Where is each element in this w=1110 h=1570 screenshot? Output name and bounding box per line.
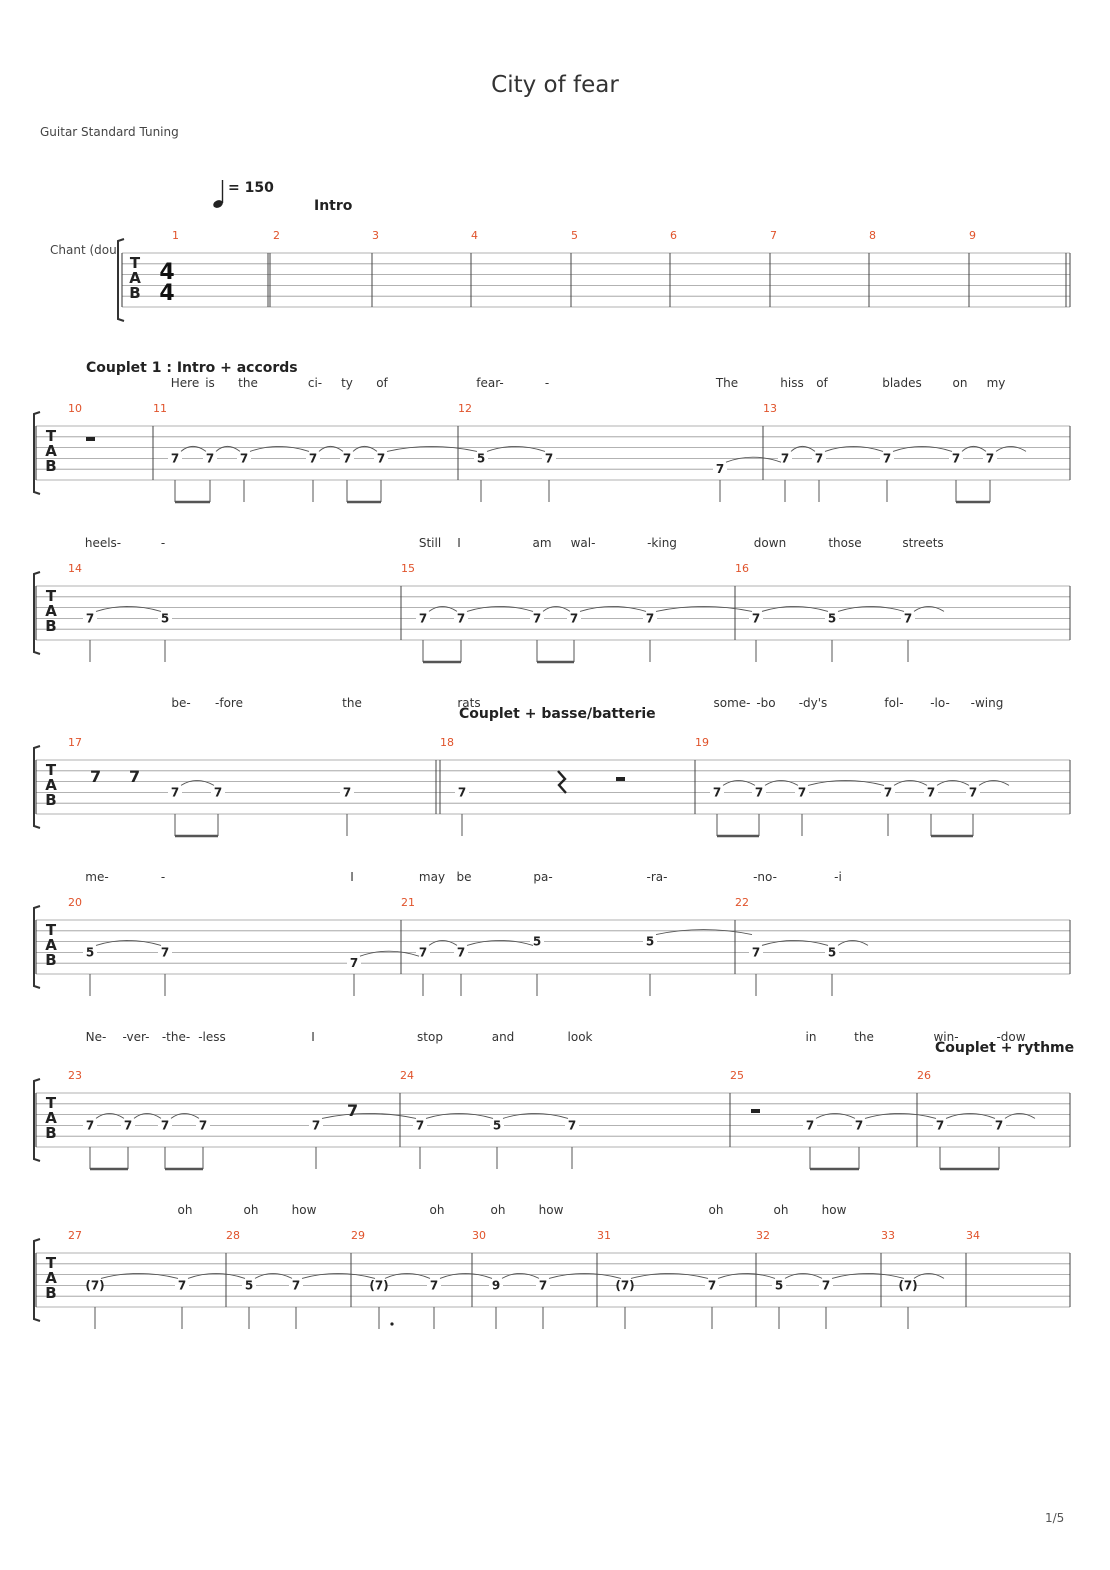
system-bracket (34, 1239, 40, 1321)
fret-number: 7 (85, 611, 95, 626)
fret-number: 7 (213, 785, 223, 800)
measure-number: 2 (273, 229, 280, 242)
system-bracket (118, 239, 124, 321)
measure-number: 21 (401, 896, 415, 909)
tab-clef-letter: A (45, 602, 57, 620)
fret-number: 5 (244, 1278, 254, 1293)
fret-number: 7 (715, 462, 725, 477)
tab-clef-letter: B (45, 951, 57, 969)
tab-clef-letter: A (45, 1269, 57, 1287)
lyric-syllable: in (805, 1030, 817, 1044)
tie-arc (385, 1273, 430, 1278)
tab-clef-letter: B (45, 791, 57, 809)
tempo-marking: = 150 (228, 180, 274, 196)
lyric-syllable: some- (713, 696, 751, 710)
tie-arc (838, 940, 868, 945)
tie-arc (255, 1273, 292, 1278)
lyric-syllable: on (952, 376, 968, 390)
lyric-syllable: - (160, 536, 166, 550)
tie-arc (322, 1113, 416, 1118)
tie-arc (543, 606, 570, 611)
section-couplet-basse: Couplet + basse/batterie (459, 706, 656, 722)
tie-arc (762, 606, 828, 611)
fret-number: 7 (882, 451, 892, 466)
lyric-syllable: oh (177, 1203, 193, 1217)
lyric-syllable: down (753, 536, 787, 550)
measure-number: 24 (400, 1069, 414, 1082)
tie-arc (360, 951, 419, 956)
tie-arc (353, 446, 377, 451)
measure-number: 11 (153, 402, 167, 415)
tie-arc (426, 1113, 493, 1118)
measure-number: 10 (68, 402, 82, 415)
lyric-syllable: of (376, 376, 388, 390)
half-rest-icon (86, 437, 95, 441)
tie-arc (549, 1273, 621, 1278)
measure-number: 34 (966, 1229, 980, 1242)
fret-number: 7 (951, 451, 961, 466)
fret-number: 7 (707, 1278, 717, 1293)
lyric-syllable: hiss (780, 376, 804, 390)
tie-arc (96, 940, 161, 945)
fret-number: 7 (123, 1118, 133, 1133)
tab-clef-letter: B (129, 284, 141, 302)
measure-number: 9 (969, 229, 976, 242)
tie-arc (171, 1113, 199, 1118)
tie-arc (134, 1113, 161, 1118)
lyric-syllable: - (160, 870, 166, 884)
fret-number: 7 (935, 1118, 945, 1133)
fret-number: 7 (311, 1118, 321, 1133)
tie-arc (946, 1113, 995, 1118)
eighth-rest-icon: 7 (90, 767, 102, 786)
tie-arc (816, 1113, 855, 1118)
system-bracket (34, 906, 40, 988)
tab-clef-letter: T (129, 254, 141, 272)
tie-arc (181, 446, 206, 451)
lyric-syllable: how (291, 1203, 317, 1217)
lyric-syllable: Ne- (85, 1030, 107, 1044)
fret-number: 7 (85, 1118, 95, 1133)
lyric-syllable: -dow (996, 1030, 1026, 1044)
lyric-syllable: rats (457, 696, 481, 710)
tab-clef-letter: T (45, 921, 57, 939)
fret-number: 7 (342, 451, 352, 466)
fret-number: 7 (797, 785, 807, 800)
section-couplet-rythme: Couplet + rythme (935, 1040, 1075, 1056)
tie-arc (762, 940, 828, 945)
fret-number: (7) (85, 1278, 105, 1293)
fret-number: 7 (308, 451, 318, 466)
fret-number: 7 (712, 785, 722, 800)
lyric-syllable: ty (341, 376, 353, 390)
lyric-syllable: Here (170, 376, 200, 390)
tie-arc (467, 606, 533, 611)
fret-number: 7 (805, 1118, 815, 1133)
tie-arc (429, 940, 457, 945)
fret-number: 5 (645, 934, 655, 949)
fret-number: 7 (376, 451, 386, 466)
fret-number: 7 (456, 611, 466, 626)
lyric-syllable: the (238, 376, 258, 390)
fret-number: 7 (160, 945, 170, 960)
fret-number: 7 (751, 945, 761, 960)
section-intro: Intro (314, 198, 353, 214)
lyric-syllable: be (456, 870, 472, 884)
lyric-syllable: -ver- (122, 1030, 150, 1044)
tie-arc (791, 446, 815, 451)
fret-number: 5 (532, 934, 542, 949)
measure-number: 1 (172, 229, 179, 242)
fret-number: 7 (291, 1278, 301, 1293)
tie-arc (467, 940, 533, 945)
lyric-syllable: -fore (215, 696, 243, 710)
tie-arc (250, 446, 309, 451)
lyric-syllable: am (532, 536, 552, 550)
tab-clef-letter: A (45, 442, 57, 460)
lyric-syllable: -bo (756, 696, 776, 710)
tie-arc (937, 780, 969, 785)
lyric-syllable: - (544, 376, 550, 390)
lyric-syllable: how (538, 1203, 564, 1217)
measure-number: 20 (68, 896, 82, 909)
lyric-syllable: and (491, 1030, 515, 1044)
measure-number: 28 (226, 1229, 240, 1242)
time-signature-bottom: 4 (159, 281, 175, 306)
lyric-syllable: streets (902, 536, 944, 550)
lyric-syllable: oh (708, 1203, 724, 1217)
page-number: 1/5 (1045, 1511, 1065, 1525)
fret-number: 7 (198, 1118, 208, 1133)
fret-number: 5 (492, 1118, 502, 1133)
lyric-syllable: Still (418, 536, 442, 550)
eighth-rest-icon: 7 (129, 767, 141, 786)
tab-clef-letter: T (45, 761, 57, 779)
tab-clef-letter: B (45, 457, 57, 475)
lyric-syllable: I (350, 870, 354, 884)
tie-arc (181, 780, 214, 785)
fret-number: 7 (342, 785, 352, 800)
lyric-syllable: -the- (161, 1030, 191, 1044)
fret-number: (7) (369, 1278, 389, 1293)
lyric-syllable: be- (171, 696, 191, 710)
lyric-syllable: blades (882, 376, 922, 390)
tie-arc (503, 1113, 568, 1118)
tie-arc (914, 606, 944, 611)
tie-arc (726, 457, 781, 462)
tab-clef-letter: A (45, 776, 57, 794)
fret-number: 7 (170, 785, 180, 800)
lyric-syllable: -ra- (646, 870, 668, 884)
fret-number: 5 (827, 945, 837, 960)
tab-clef-letter: B (45, 1124, 57, 1142)
fret-number: 7 (538, 1278, 548, 1293)
fret-number: 7 (170, 451, 180, 466)
measure-number: 13 (763, 402, 777, 415)
time-signature-top: 4 (159, 260, 175, 285)
tab-clef-letter: T (45, 1094, 57, 1112)
fret-number: 7 (177, 1278, 187, 1293)
lyric-syllable: is (205, 376, 215, 390)
fret-number: 7 (429, 1278, 439, 1293)
tab-clef-letter: A (45, 936, 57, 954)
tab-clef-letter: A (45, 1109, 57, 1127)
fret-number: 7 (854, 1118, 864, 1133)
lyric-syllable: -i (834, 870, 842, 884)
tie-arc (580, 606, 646, 611)
fret-number: 7 (883, 785, 893, 800)
tab-clef-letter: B (45, 617, 57, 635)
lyric-syllable: fol- (884, 696, 904, 710)
fret-number: 7 (968, 785, 978, 800)
measure-number: 5 (571, 229, 578, 242)
system-bracket (34, 1079, 40, 1161)
tie-arc (765, 780, 798, 785)
tie-arc (832, 1273, 904, 1278)
fret-number: 7 (814, 451, 824, 466)
measure-number: 30 (472, 1229, 486, 1242)
fret-number: 7 (349, 956, 359, 971)
quarter-rest-icon (558, 771, 566, 793)
tie-arc (865, 1113, 936, 1118)
system-bracket (34, 412, 40, 494)
tie-arc (808, 780, 884, 785)
fret-number: 7 (926, 785, 936, 800)
tie-arc (1005, 1113, 1035, 1118)
lyric-syllable: -dy's (798, 696, 828, 710)
lyric-syllable: how (821, 1203, 847, 1217)
fret-number: 7 (985, 451, 995, 466)
tie-arc (979, 780, 1009, 785)
tab-clef-letter: A (129, 269, 141, 287)
measure-number: 19 (695, 736, 709, 749)
fret-number: 5 (85, 945, 95, 960)
measure-number: 12 (458, 402, 472, 415)
lyric-syllable: The (715, 376, 739, 390)
tie-arc (718, 1273, 775, 1278)
fret-number: 7 (821, 1278, 831, 1293)
eighth-rest-icon: 7 (347, 1101, 359, 1120)
measure-number: 25 (730, 1069, 744, 1082)
lyric-syllable: oh (243, 1203, 259, 1217)
measure-number: 23 (68, 1069, 82, 1082)
measure-number: 8 (869, 229, 876, 242)
tie-arc (723, 780, 755, 785)
fret-number: 7 (418, 945, 428, 960)
tie-arc (785, 1273, 822, 1278)
lyric-syllable: -king (647, 536, 677, 550)
tie-arc (838, 606, 904, 611)
fret-number: (7) (615, 1278, 635, 1293)
tie-arc (96, 606, 161, 611)
tie-arc (101, 1273, 178, 1278)
tie-arc (502, 1273, 539, 1278)
measure-number: 15 (401, 562, 415, 575)
tab-clef-letter: T (45, 587, 57, 605)
fret-number: 9 (491, 1278, 501, 1293)
tie-arc (631, 1273, 708, 1278)
tab-clef-letter: T (45, 1254, 57, 1272)
measure-number: 4 (471, 229, 478, 242)
fret-number: 7 (754, 785, 764, 800)
measure-number: 6 (670, 229, 677, 242)
lyric-syllable: pa- (533, 870, 553, 884)
lyric-syllable: my (986, 376, 1006, 390)
fret-number: 7 (544, 451, 554, 466)
fret-number: 7 (239, 451, 249, 466)
fret-number: 7 (994, 1118, 1004, 1133)
tie-arc (96, 1113, 124, 1118)
fret-number: 7 (160, 1118, 170, 1133)
fret-number: 5 (774, 1278, 784, 1293)
dot-mark (390, 1322, 393, 1325)
fret-number: 7 (645, 611, 655, 626)
tab-clef-letter: T (45, 427, 57, 445)
lyric-syllable: those (828, 536, 862, 550)
measure-number: 16 (735, 562, 749, 575)
half-rest-icon (616, 777, 625, 781)
lyric-syllable: fear- (476, 376, 504, 390)
fret-number: 7 (532, 611, 542, 626)
fret-number: 7 (418, 611, 428, 626)
tie-arc (319, 446, 343, 451)
tie-arc (429, 606, 457, 611)
measure-number: 31 (597, 1229, 611, 1242)
lyric-syllable: ci- (307, 376, 323, 390)
lyric-syllable: I (457, 536, 461, 550)
system-bracket (34, 746, 40, 828)
fret-number: 7 (569, 611, 579, 626)
lyric-syllable: oh (773, 1203, 789, 1217)
lyric-syllable: I (311, 1030, 315, 1044)
tie-arc (188, 1273, 245, 1278)
score-title: City of fear (491, 72, 619, 98)
fret-number: 7 (751, 611, 761, 626)
fret-number: 7 (205, 451, 215, 466)
section-couplet-1: Couplet 1 : Intro + accords (86, 360, 298, 376)
fret-number: 7 (903, 611, 913, 626)
fret-number: 5 (827, 611, 837, 626)
measure-number: 7 (770, 229, 777, 242)
tie-arc (893, 446, 952, 451)
fret-number: (7) (898, 1278, 918, 1293)
tie-arc (302, 1273, 375, 1278)
lyric-syllable: win- (933, 1030, 959, 1044)
measure-number: 27 (68, 1229, 82, 1242)
measure-number: 14 (68, 562, 82, 575)
system-bracket (34, 572, 40, 654)
fret-number: 7 (780, 451, 790, 466)
tie-arc (894, 780, 927, 785)
tie-arc (962, 446, 986, 451)
lyric-syllable: -lo- (930, 696, 950, 710)
measure-number: 22 (735, 896, 749, 909)
tie-arc (825, 446, 883, 451)
lyric-syllable: stop (417, 1030, 443, 1044)
half-rest-icon (751, 1109, 760, 1113)
fret-number: 5 (160, 611, 170, 626)
fret-number: 7 (456, 945, 466, 960)
tie-arc (996, 446, 1026, 451)
lyric-syllable: me- (85, 870, 109, 884)
lyric-syllable: -less (198, 1030, 226, 1044)
measure-number: 18 (440, 736, 454, 749)
tie-arc (914, 1273, 944, 1278)
measure-number: 3 (372, 229, 379, 242)
lyric-syllable: -no- (753, 870, 777, 884)
lyric-syllable: the (854, 1030, 874, 1044)
measure-number: 29 (351, 1229, 365, 1242)
fret-number: 7 (567, 1118, 577, 1133)
tie-arc (216, 446, 240, 451)
measure-number: 17 (68, 736, 82, 749)
tuning-label: Guitar Standard Tuning (40, 125, 179, 139)
measure-number: 32 (756, 1229, 770, 1242)
tie-arc (387, 446, 477, 451)
lyric-syllable: -wing (970, 696, 1004, 710)
instrument-name: Chant (dou (50, 243, 117, 257)
tie-arc (656, 606, 752, 611)
lyric-syllable: the (342, 696, 362, 710)
fret-number: 7 (415, 1118, 425, 1133)
lyric-syllable: of (816, 376, 828, 390)
lyric-syllable: oh (429, 1203, 445, 1217)
tab-clef-letter: B (45, 1284, 57, 1302)
fret-number: 7 (457, 785, 467, 800)
lyric-syllable: oh (490, 1203, 506, 1217)
lyric-syllable: wal- (570, 536, 596, 550)
measure-number: 33 (881, 1229, 895, 1242)
tie-arc (487, 446, 545, 451)
measure-number: 26 (917, 1069, 931, 1082)
tie-arc (440, 1273, 492, 1278)
lyric-syllable: look (567, 1030, 593, 1044)
lyric-syllable: may (418, 870, 446, 884)
lyric-syllable: heels- (84, 536, 122, 550)
fret-number: 5 (476, 451, 486, 466)
tie-arc (656, 930, 752, 935)
